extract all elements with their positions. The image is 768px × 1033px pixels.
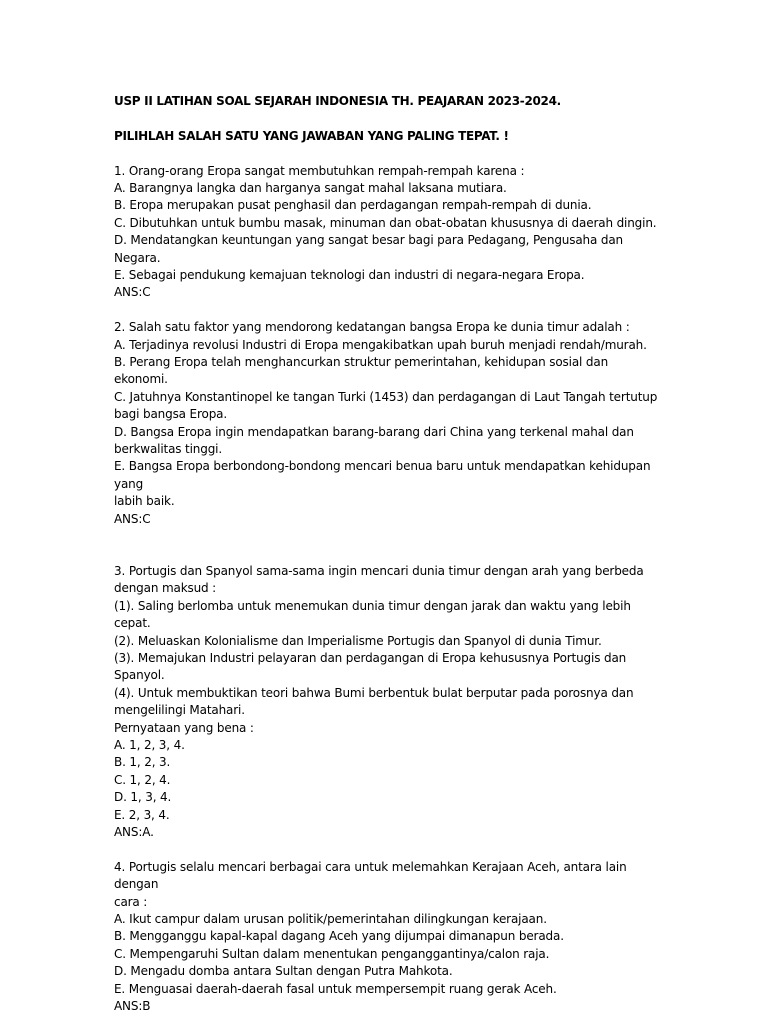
question-stem: 4. Portugis selalu mencari berbagai cara untuk melemahkan Kerajaan Aceh, antara lain dengan	[114, 859, 627, 892]
answer-key: ANS:B	[114, 999, 151, 1014]
option-line: Pernyataan yang bena :	[114, 720, 254, 735]
option-line: (3). Memajukan Industri pelayaran dan perdagangan di Eropa kehususnya Portugis dan Spanyol.	[114, 650, 627, 683]
option-line: C. Mempengaruhi Sultan dalam menentukan penganggantinya/calon raja.	[114, 946, 550, 961]
question-stem: 1. Orang-orang Eropa sangat membutuhkan rempah-rempah karena :	[114, 163, 525, 178]
option-line: A. Barangnya langka dan harganya sangat mahal laksana mutiara.	[114, 181, 507, 195]
option-line: berkwalitas tinggi.	[114, 442, 223, 457]
option-line: A. 1, 2, 3, 4.	[114, 737, 185, 752]
option-line: dengan maksud :	[114, 581, 217, 596]
option-line: B. Mengganggu kapal-kapal dagang Aceh yang dijumpai dimanapun berada.	[114, 929, 564, 944]
option-line: D. Mendatangkan keuntungan yang sangat besar bagi para Pedagang, Pengusaha dan Negara.	[114, 233, 624, 265]
option-line: C. Jatuhnya Konstantinopel ke tangan Turki (1453) dan perdagangan di Laut Tangah tertutup	[114, 389, 658, 404]
option-line: E. Sebagai pendukung kemajuan teknologi dan industri di negara-negara Eropa.	[114, 268, 585, 283]
option-line: B. 1, 2, 3.	[114, 755, 171, 770]
document-title: USP II LATIHAN SOAL SEJARAH INDONESIA TH. PEAJARAN 2023-2024.	[114, 94, 561, 108]
option-line: (1). Saling berlomba untuk menemukan dunia timur dengan jarak dan waktu yang lebih cepat.	[114, 598, 631, 631]
answer-key: ANS:C	[114, 285, 151, 300]
option-line: (2). Meluaskan Kolonialisme dan Imperialisme Portugis dan Spanyol di dunia Timur.	[114, 633, 602, 648]
question-3	[114, 563, 659, 842]
question-4	[114, 859, 659, 1016]
question-2	[114, 319, 659, 528]
option-line: D. 1, 3, 4.	[114, 790, 172, 805]
option-line: A. Terjadinya revolusi Industri di Eropa mengakibatkan upah buruh menjadi rendah/murah.	[114, 337, 647, 352]
option-line: A. Ikut campur dalam urusan politik/pemerintahan dilingkungan kerajaan.	[114, 912, 547, 927]
option-line: bagi bangsa Eropa.	[114, 407, 228, 422]
option-line: C. Dibutuhkan untuk bumbu masak, minuman dan obat-obatan khususnya di daerah dingin.	[114, 215, 657, 230]
option-line: mengelilingi Matahari.	[114, 703, 245, 718]
option-line: B. Perang Eropa telah menghancurkan struktur pemerintahan, kehidupan sosial dan ekonomi.	[114, 355, 609, 387]
answer-key: ANS:A.	[114, 825, 154, 839]
document-instruction: PILIHLAH SALAH SATU YANG JAWABAN YANG PALING TEPAT. !	[114, 128, 509, 143]
document-content	[114, 93, 659, 1033]
option-line: B. Eropa merupakan pusat penghasil dan perdagangan rempah-rempah di dunia.	[114, 198, 592, 213]
option-line: labih baik.	[114, 494, 175, 509]
answer-key: ANS:C	[114, 511, 151, 526]
option-line: C. 1, 2, 4.	[114, 772, 171, 787]
option-line: cara :	[114, 894, 148, 909]
question-stem: 2. Salah satu faktor yang mendorong kedatangan bangsa Eropa ke dunia timur adalah :	[114, 320, 630, 335]
question-1	[114, 163, 659, 302]
option-line: E. 2, 3, 4.	[114, 807, 170, 822]
option-line: (4). Untuk membuktikan teori bahwa Bumi berbentuk bulat berputar pada porosnya dan	[114, 685, 634, 700]
option-line: D. Bangsa Eropa ingin mendapatkan barang-barang dari China yang terkenal mahal dan	[114, 424, 634, 439]
option-line: E. Menguasai daerah-daerah fasal untuk mempersempit ruang gerak Aceh.	[114, 981, 557, 996]
option-line: D. Mengadu domba antara Sultan dengan Putra Mahkota.	[114, 964, 453, 979]
question-stem: 3. Portugis dan Spanyol sama-sama ingin mencari dunia timur dengan arah yang berbeda	[114, 563, 644, 578]
option-line: E. Bangsa Eropa berbondong-bondong mencari benua baru untuk mendapatkan kehidupan yang	[114, 459, 651, 491]
